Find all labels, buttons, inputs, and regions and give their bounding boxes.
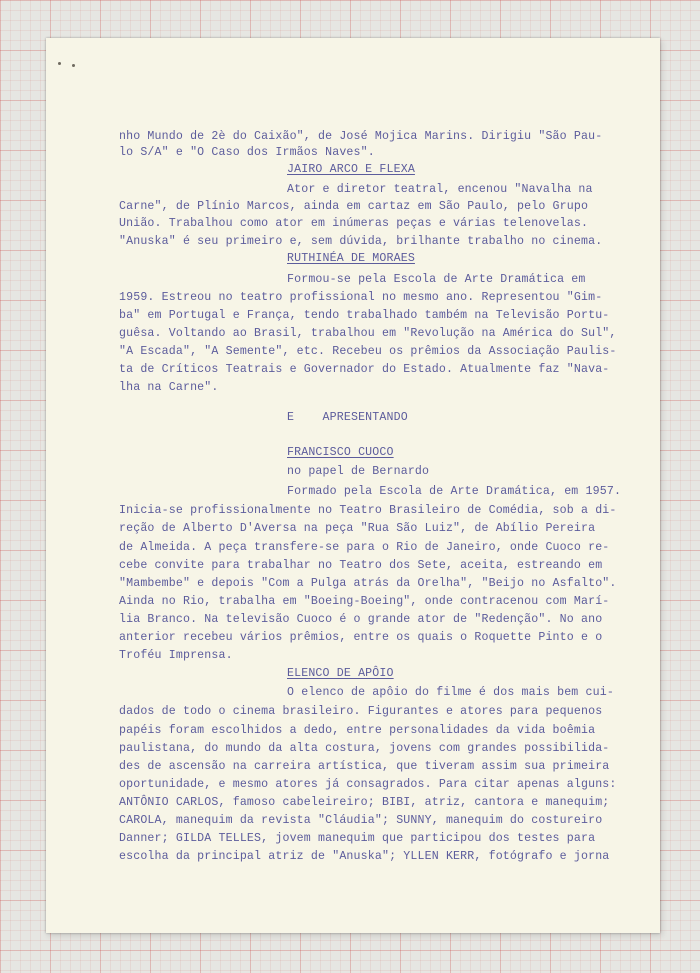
text-line: "Mambembe" e depois "Com a Pulga atrás da Orelha", "Beijo no Asfalto". <box>119 577 617 590</box>
text-line: Inicia-se profissionalmente no Teatro Brasileiro de Comédia, sob a di- <box>119 504 617 517</box>
text-line: Troféu Imprensa. <box>119 649 233 662</box>
text-line: cebe convite para trabalhar no Teatro dos Sete, aceita, estreando em <box>119 559 603 572</box>
text-line: anterior recebeu vários prêmios, entre os quais o Roquette Pinto e o <box>119 631 603 644</box>
text-line: lha na Carne". <box>119 381 219 394</box>
text-line: "A Escada", "A Semente", etc. Recebeu os prêmios da Associação Paulis- <box>119 345 617 358</box>
text-line: "Anuska" é seu primeiro e, sem dúvida, brilhante trabalho no cinema. <box>119 235 603 248</box>
typewritten-text <box>46 38 622 863</box>
text-line: de Almeida. A peça transfere-se para o Rio de Janeiro, onde Cuoco re- <box>119 541 610 554</box>
text-line: ba" em Portugal e França, tendo trabalhado também na Televisão Portu- <box>119 309 610 322</box>
section-heading-francisco-cuoco: FRANCISCO CUOCO <box>287 446 394 459</box>
paper-sheet <box>46 38 660 933</box>
text-line: Formado pela Escola de Arte Dramática, em 1957. <box>287 485 622 498</box>
text-line: escolha da principal atriz de "Anuska"; YLLEN KERR, fotógrafo e jorna <box>119 850 610 863</box>
text-line: Ator e diretor teatral, encenou "Navalha na <box>287 183 593 196</box>
text-line: lo S/A" e "O Caso dos Irmãos Naves". <box>119 146 375 159</box>
section-heading-ruthinea-de-moraes: RUTHINÉA DE MORAES <box>287 252 415 265</box>
text-line: União. Trabalhou como ator em inúmeras peças e várias telenovelas. <box>119 217 589 230</box>
text-line: Danner; GILDA TELLES, jovem manequim que participou dos testes para <box>119 832 596 845</box>
text-line: papéis foram escolhidos a dedo, entre personalidades da vida boêmia <box>119 724 596 737</box>
role-line: no papel de Bernardo <box>287 465 430 478</box>
text-line: ta de Críticos Teatrais e Governador do Estado. Atualmente faz "Nava- <box>119 363 610 376</box>
text-line: paulistana, do mundo da alta costura, jovens com grandes possibilida- <box>119 742 610 755</box>
presenting-heading: E APRESENTANDO <box>287 411 408 424</box>
text-line: lia Branco. Na televisão Cuoco é o grande ator de "Redenção". No ano <box>119 613 603 626</box>
text-line: des de ascensão na carreira artística, que tiveram assim sua primeira <box>119 760 610 773</box>
text-line: oportunidade, e mesmo atores já consagrados. Para citar apenas alguns: <box>119 778 617 791</box>
text-line: O elenco de apôio do filme é dos mais bem cui- <box>287 686 614 699</box>
text-line: dados de todo o cinema brasileiro. Figurantes e atores para pequenos <box>119 705 603 718</box>
text-line: Formou-se pela Escola de Arte Dramática em <box>287 273 586 286</box>
text-line: CAROLA, manequim da revista "Cláudia"; SUNNY, manequim do costureiro <box>119 814 603 827</box>
text-line: reção de Alberto D'Aversa na peça "Rua São Luiz", de Abílio Pereira <box>119 522 596 535</box>
text-line: guêsa. Voltando ao Brasil, trabalhou em "Revolução na América do Sul", <box>119 327 617 340</box>
text-line: Carne", de Plínio Marcos, ainda em cartaz em São Paulo, pelo Grupo <box>119 200 589 213</box>
text-line: ANTÔNIO CARLOS, famoso cabeleireiro; BIBI, atriz, cantora e manequim; <box>119 796 610 809</box>
section-heading-jairo-arco-e-flexa: JAIRO ARCO E FLEXA <box>287 163 415 176</box>
text-line: nho Mundo de 2è do Caixão", de José Mojica Marins. Dirigiu "São Pau- <box>119 130 603 143</box>
text-line: Ainda no Rio, trabalha em "Boeing-Boeing", onde contracenou com Marí- <box>119 595 610 608</box>
text-line: 1959. Estreou no teatro profissional no mesmo ano. Representou "Gim- <box>119 291 603 304</box>
section-heading-elenco-de-apoio: ELENCO DE APÔIO <box>287 667 394 680</box>
